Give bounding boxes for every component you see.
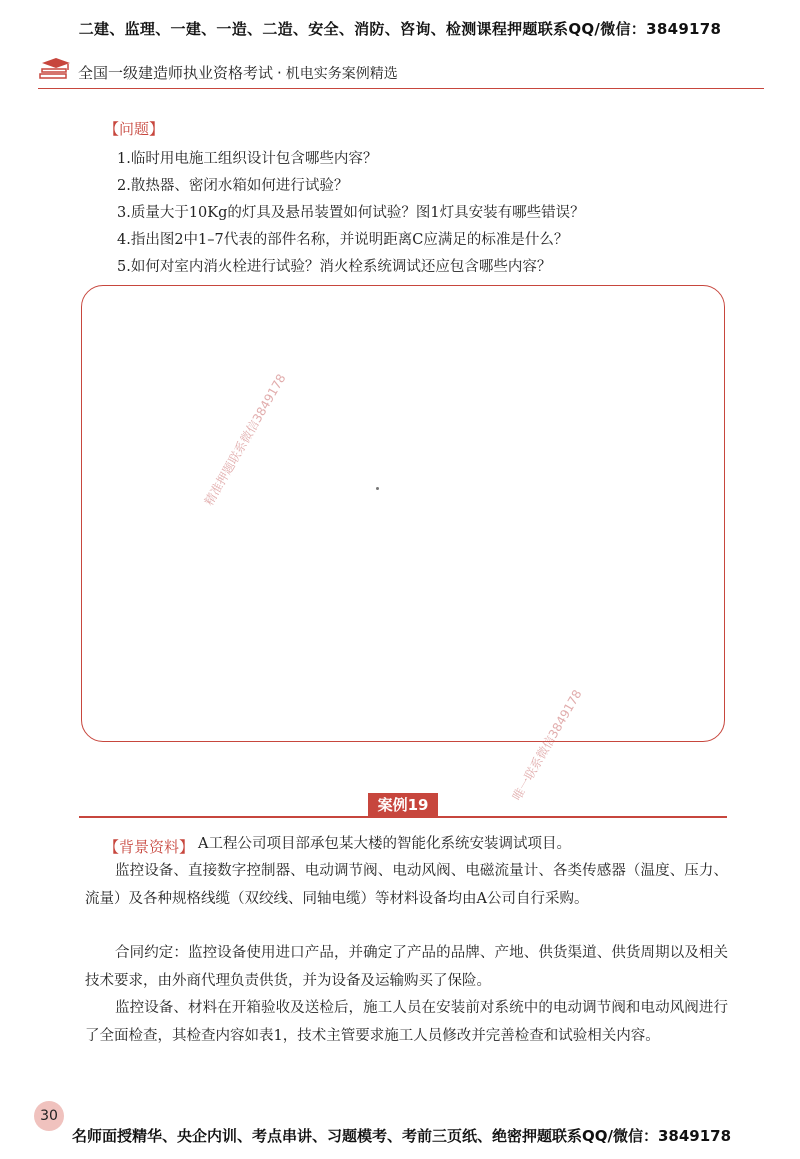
book-stack-icon (38, 55, 74, 81)
case-paragraph-1: A工程公司项目部承包某大楼的智能化系统安装调试项目。 (198, 836, 571, 852)
header-divider (38, 88, 764, 89)
case-title: 案例19 (368, 793, 438, 817)
case-paragraph-2: 监控设备、直接数字控制器、电动调节阀、电动风阀、电磁流量计、各类传感器（温度、压力、流量）及各种规格线缆（双绞线、同轴电缆）等材料设备均由A公司自行采购。 (85, 863, 728, 907)
question-5: 5.如何对室内消火栓进行试验？消火栓系统调试还应包含哪些内容？ (117, 259, 552, 275)
book-subtitle: 机电实务案例精选 (285, 66, 398, 82)
page-number: 30 (34, 1101, 64, 1131)
book-title-text: 全国一级建造师执业资格考试 (78, 64, 274, 82)
speck (376, 487, 379, 490)
question-2: 2.散热器、密闭水箱如何进行试验？ (117, 178, 349, 194)
watermark-2: 唯一联系微信3849178 (509, 687, 585, 803)
title-separator: · (277, 64, 282, 82)
watermark-1: 精准押题联系微信3849178 (201, 371, 289, 508)
case-paragraph-4: 监控设备、材料在开箱验收及送检后，施工人员在安装前对系统中的电动调节阀和电动风阀进行了全面检查，其检查内容如表1，技术主管要求施工人员修改并完善检查和试验相关内容。 (85, 1000, 728, 1044)
case-paragraph-3: 合同约定：监控设备使用进口产品，并确定了产品的品牌、产地、供货渠道、供货周期以及相关技术要求，由外商代理负责供货，并为设备及运输购买了保险。 (85, 945, 728, 989)
question-4: 4.指出图2中1–7代表的部件名称，并说明距离C应满足的标准是什么？ (117, 232, 569, 248)
top-banner: 二建、监理、一建、一造、二造、安全、消防、咨询、检测课程押题联系QQ/微信：3849178 (78, 20, 722, 38)
book-title (78, 62, 398, 83)
bottom-banner: 名师面授精华、央企内训、考点串讲、习题模考、考前三页纸、绝密押题联系QQ/微信：3849178 (72, 1127, 732, 1145)
question-3: 3.质量大于10Kg的灯具及悬吊装置如何试验？图1灯具安装有哪些错误？ (117, 205, 585, 221)
question-1: 1.临时用电施工组织设计包含哪些内容？ (117, 151, 378, 167)
background-label: 【背景资料】 (104, 838, 195, 856)
questions-label: 【问题】 (104, 120, 165, 138)
answer-box (81, 285, 725, 742)
